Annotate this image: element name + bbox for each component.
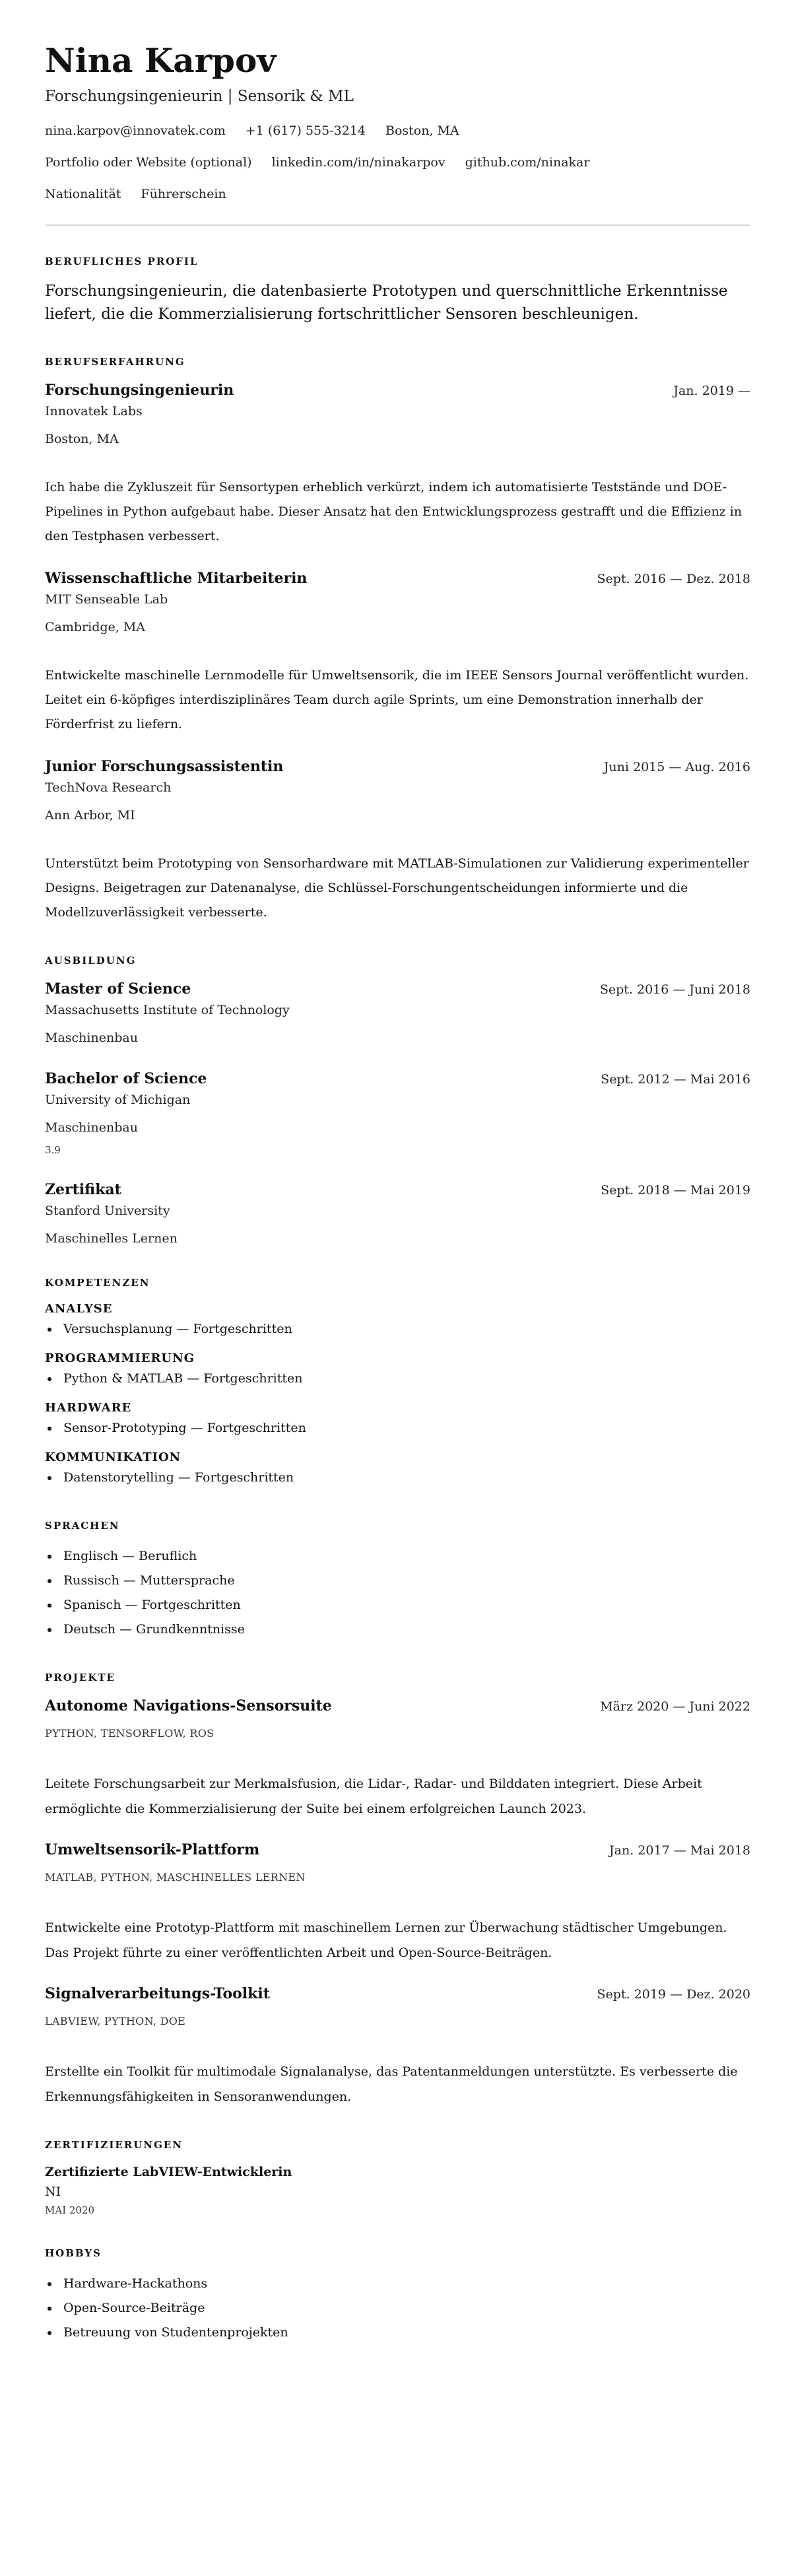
job-title: Forschungsingenieurin [45, 382, 234, 399]
skill-group [45, 1351, 750, 1391]
headline: Forschungsingenieurin | Sensorik & ML [45, 88, 354, 105]
drivers-license: Führerschein [141, 187, 226, 201]
personal-line [45, 186, 750, 202]
project-header [45, 1696, 750, 1716]
skill-category: PROGRAMMIERUNG [45, 1351, 195, 1365]
gpa: 3.9 [45, 1144, 61, 1156]
field-of-study: Maschinenbau [45, 1120, 138, 1135]
job-date: Sept. 2016 — Dez. 2018 [597, 572, 750, 586]
projects-section [45, 1671, 750, 2109]
degree: Master of Science [45, 980, 191, 998]
project-title: Umweltsensorik-Plattform [45, 1841, 260, 1858]
job-description: Unterstützt beim Prototyping von Sensorhardware mit MATLAB-Simulationen zur Validierung experimenteller Designs. Beigetragen zur Datenanalyse, die Schlüssel-Forschungentscheidungen informierte und die Modellzuverlässigkeit verbesserte. [45, 856, 749, 920]
project-tags: LABVIEW, PYTHON, DOE [45, 2015, 186, 2027]
company: MIT Senseable Lab [45, 592, 168, 607]
education-entry [45, 1069, 750, 1157]
section-heading: HOBBYS [45, 2247, 102, 2259]
company: TechNova Research [45, 780, 172, 795]
education-date: Sept. 2016 — Juni 2018 [599, 982, 750, 997]
job-header [45, 757, 750, 776]
project-description: Entwickelte eine Prototyp-Plattform mit maschinellem Lernen zur Überwachung städtischer Umgebungen. Das Projekt führte zu einer veröffentlichten Arbeit und Open-Source-Beiträgen. [45, 1920, 727, 1960]
project-date: Jan. 2017 — Mai 2018 [609, 1843, 750, 1858]
nationality: Nationalität [45, 187, 121, 201]
job-location: Cambridge, MA [45, 620, 146, 634]
education-header [45, 1180, 750, 1200]
name: Nina Karpov [45, 41, 277, 80]
project-header [45, 1840, 750, 1860]
skill-list [45, 1416, 750, 1441]
project-entry [45, 1840, 750, 1965]
cert-issuer: NI [45, 2185, 61, 2199]
languages-section [45, 1519, 750, 1642]
job-entry [45, 757, 750, 925]
skills-section [45, 1276, 750, 1490]
portfolio-link[interactable]: Portfolio oder Website (optional) [45, 155, 252, 170]
job-location: Ann Arbor, MI [45, 808, 135, 823]
project-entry [45, 1984, 750, 2109]
certification [45, 2163, 750, 2218]
job-description: Ich habe die Zykluszeit für Sensortypen erheblich verkürzt, indem ich automatisierte Teststände und DOE-Pipelines in Python aufgebaut habe. Dieser Ansatz hat den Entwicklungsprozess gestrafft und die Effizienz in den Testphasen verbessert. [45, 480, 742, 543]
project-date: März 2020 — Juni 2022 [600, 1699, 750, 1714]
language-item: Russisch — Muttersprache [45, 1569, 750, 1593]
email-link[interactable]: nina.karpov@innovatek.com [45, 123, 226, 138]
links-line [45, 154, 750, 170]
project-description: Leitete Forschungsarbeit zur Merkmalsfusion, die Lidar-, Radar- und Bilddaten integriert. Diese Arbeit ermöglichte die Kommerzialisierung der Suite bei einem erfolgreichen Launch 2023. [45, 1777, 702, 1816]
job-entry [45, 568, 750, 737]
contact-line [45, 123, 750, 139]
certifications-section [45, 2138, 750, 2218]
project-tags: PYTHON, TENSORFLOW, ROS [45, 1727, 214, 1740]
project-tags: MATLAB, PYTHON, MASCHINELLES LERNEN [45, 1871, 306, 1883]
language-item: Englisch — Beruflich [45, 1544, 750, 1569]
skill-category: HARDWARE [45, 1401, 132, 1415]
job-header [45, 380, 750, 400]
education-section [45, 954, 750, 1247]
language-item: Deutsch — Grundkenntnisse [45, 1617, 750, 1642]
skill-group [45, 1400, 750, 1441]
github-link[interactable]: github.com/ninakar [465, 155, 590, 170]
job-title: Wissenschaftliche Mitarbeiterin [45, 570, 308, 587]
hobby-item: Open-Source-Beiträge [45, 2296, 750, 2321]
project-date: Sept. 2019 — Dez. 2020 [597, 1987, 750, 2002]
hobby-item: Hardware-Hackathons [45, 2272, 750, 2296]
profile-text: Forschungsingenieurin, die datenbasierte Prototypen und querschnittliche Erkenntnisse liefert, die die Kommerzialisierung fortschrittlicher Sensoren beschleunigen. [45, 283, 728, 323]
skill-list [45, 1466, 750, 1490]
cert-name: Zertifizierte LabVIEW-Entwicklerin [45, 2165, 292, 2179]
phone: +1 (617) 555-3214 [245, 123, 366, 138]
skill-group [45, 1301, 750, 1341]
job-date: Juni 2015 — Aug. 2016 [603, 760, 750, 774]
cert-date: MAI 2020 [45, 2204, 95, 2216]
degree: Zertifikat [45, 1181, 121, 1198]
company: Innovatek Labs [45, 404, 143, 419]
project-description: Erstellte ein Toolkit für multimodale Signalanalyse, das Patentanmeldungen unterstützte. Es verbesserte die Erkennungsfähigkeiten in Sensoranwendungen. [45, 2064, 738, 2104]
education-date: Sept. 2012 — Mai 2016 [601, 1072, 750, 1087]
job-entry [45, 380, 750, 549]
skill-list [45, 1367, 750, 1391]
project-entry [45, 1696, 750, 1821]
skill-item: Sensor-Prototyping — Fortgeschritten [45, 1416, 750, 1441]
section-heading: SPRACHEN [45, 1520, 120, 1532]
field-of-study: Maschinelles Lernen [45, 1231, 178, 1246]
job-date: Jan. 2019 — [673, 384, 750, 398]
job-location: Boston, MA [45, 432, 119, 446]
skill-item: Versuchsplanung — Fortgeschritten [45, 1317, 750, 1341]
section-heading: ZERTIFIZIERUNGEN [45, 2139, 183, 2151]
experience-section [45, 355, 750, 925]
education-entry [45, 979, 750, 1046]
skill-group [45, 1450, 750, 1490]
project-title: Autonome Navigations-Sensorsuite [45, 1697, 332, 1714]
hobby-item: Betreuung von Studentenprojekten [45, 2321, 750, 2345]
field-of-study: Maschinenbau [45, 1031, 138, 1045]
degree: Bachelor of Science [45, 1070, 207, 1087]
section-heading: BERUFLICHES PROFIL [45, 255, 199, 267]
divider [45, 224, 750, 226]
job-description: Entwickelte maschinelle Lernmodelle für Umweltsensorik, die im IEEE Sensors Journal veröffentlicht wurden. Leitet ein 6-köpfiges interdisziplinäres Team durch agile Sprints, um eine Demonstration innerhalb der Förderfrist zu liefern. [45, 668, 749, 731]
location: Boston, MA [385, 123, 459, 138]
section-heading: KOMPETENZEN [45, 1277, 150, 1289]
job-header [45, 568, 750, 588]
skill-item: Datenstorytelling — Fortgeschritten [45, 1466, 750, 1490]
skill-item: Python & MATLAB — Fortgeschritten [45, 1367, 750, 1391]
linkedin-link[interactable]: linkedin.com/in/ninakarpov [271, 155, 446, 170]
education-header [45, 1069, 750, 1089]
skill-category: ANALYSE [45, 1302, 113, 1316]
project-header [45, 1984, 750, 2004]
language-item: Spanisch — Fortgeschritten [45, 1593, 750, 1617]
education-date: Sept. 2018 — Mai 2019 [601, 1183, 750, 1198]
section-heading: AUSBILDUNG [45, 955, 137, 966]
profile-section [45, 255, 750, 326]
school: University of Michigan [45, 1093, 191, 1107]
project-title: Signalverarbeitungs-Toolkit [45, 1985, 270, 2002]
hobbies-section [45, 2247, 750, 2345]
school: Massachusetts Institute of Technology [45, 1003, 290, 1017]
education-header [45, 979, 750, 999]
section-heading: PROJEKTE [45, 1672, 116, 1683]
section-heading: BERUFSERFAHRUNG [45, 356, 185, 368]
resume-header [45, 41, 750, 202]
education-entry [45, 1180, 750, 1247]
skill-category: KOMMUNIKATION [45, 1450, 182, 1464]
skill-list [45, 1317, 750, 1341]
school: Stanford University [45, 1203, 170, 1218]
job-title: Junior Forschungsassistentin [45, 758, 284, 775]
